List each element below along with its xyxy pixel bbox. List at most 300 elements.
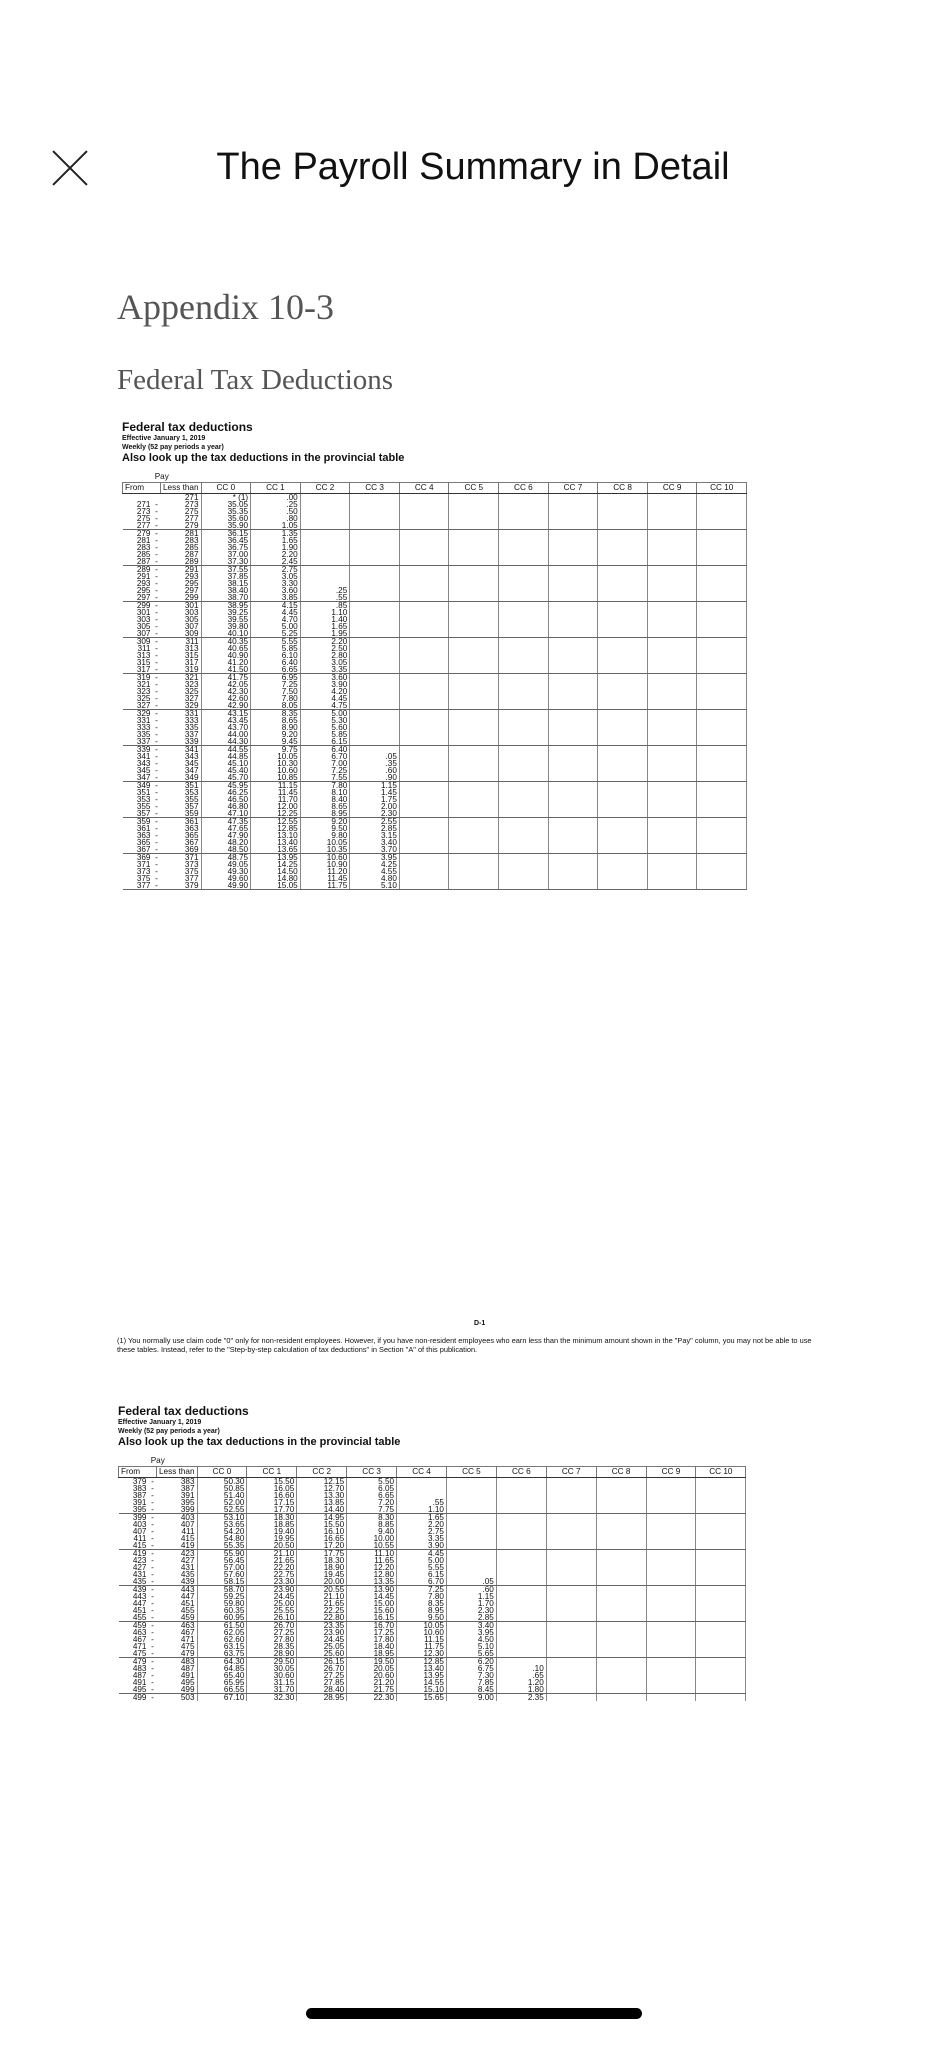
tax-value xyxy=(449,760,499,767)
tax-value xyxy=(598,832,648,839)
tax-value xyxy=(598,753,648,760)
tax-value xyxy=(350,573,400,580)
pay-less-than: 399 xyxy=(157,1506,198,1514)
tax-value: 14.25 xyxy=(251,861,301,868)
table-row xyxy=(123,587,747,594)
tax-value: 18.40 xyxy=(347,1643,397,1650)
tax-value xyxy=(350,522,400,530)
tax-value xyxy=(449,681,499,688)
pay-dash: - xyxy=(155,867,158,876)
tax-value xyxy=(697,609,747,616)
tax-value xyxy=(499,587,549,594)
pay-less-than: 301 xyxy=(184,601,199,610)
table-row xyxy=(123,882,747,890)
tax-value xyxy=(647,760,697,767)
tax-value: 64.85 xyxy=(197,1665,247,1672)
tax-value xyxy=(499,774,549,782)
tax-value: 2.50 xyxy=(300,645,350,652)
tax-value xyxy=(350,645,400,652)
tax-value xyxy=(647,702,697,710)
tax-value: 62.05 xyxy=(197,1629,247,1636)
tax-value: 6.65 xyxy=(347,1492,397,1499)
tax-value: 55.35 xyxy=(197,1542,247,1550)
tax-value xyxy=(548,616,598,623)
tax-value xyxy=(399,537,449,544)
pay-from: 291 xyxy=(136,572,151,581)
tax-value xyxy=(646,1679,696,1686)
tax-value: 8.10 xyxy=(300,789,350,796)
tax-value: 10.05 xyxy=(300,839,350,846)
column-header: CC 1 xyxy=(247,1467,297,1478)
table-row xyxy=(119,1694,746,1702)
tax-value xyxy=(446,1557,496,1564)
tax-value: .60 xyxy=(350,767,400,774)
pay-from: 307 xyxy=(123,630,153,638)
pay-from: 293 xyxy=(136,579,151,588)
pay-dash: - xyxy=(155,745,158,754)
tax-value: 13.65 xyxy=(251,846,301,854)
tax-value xyxy=(598,681,648,688)
tax-value: 16.60 xyxy=(247,1492,297,1499)
tax-value xyxy=(647,753,697,760)
pay-less-than: 281 xyxy=(184,529,199,538)
pay-from: 303 xyxy=(136,615,151,624)
tax-value: 2.20 xyxy=(397,1521,447,1528)
tax-value: 28.35 xyxy=(247,1643,297,1650)
pay-from: 305 xyxy=(136,622,151,631)
pay-dash: - xyxy=(149,1542,157,1550)
pay-dash: - xyxy=(155,860,158,869)
tax-value xyxy=(449,782,499,790)
pay-from: 435 xyxy=(119,1578,149,1586)
tax-value xyxy=(548,494,598,502)
pay-dash: - xyxy=(151,1491,154,1500)
tax-value xyxy=(499,515,549,522)
tax-value xyxy=(596,1665,646,1672)
tax-value: 26.15 xyxy=(297,1658,347,1666)
tax-value xyxy=(647,566,697,574)
effective-date: Effective January 1, 2019 xyxy=(118,1419,202,1426)
tax-value xyxy=(697,522,747,530)
pay-from: 359 xyxy=(136,817,151,826)
tax-value xyxy=(598,573,648,580)
tax-value xyxy=(596,1578,646,1586)
tax-value xyxy=(300,558,350,566)
tax-value xyxy=(350,494,400,502)
tax-value xyxy=(496,1593,546,1600)
tax-value: 9.45 xyxy=(251,738,301,746)
tax-value: 11.75 xyxy=(397,1643,447,1650)
pay-from: 355 xyxy=(136,802,151,811)
tax-value xyxy=(399,839,449,846)
tax-value xyxy=(548,854,598,862)
pay-from: 313 xyxy=(136,651,151,660)
tax-value xyxy=(548,666,598,674)
table-row xyxy=(123,875,747,882)
tax-value xyxy=(548,674,598,682)
table-row xyxy=(123,760,747,767)
tax-value: 37.00 xyxy=(201,551,251,558)
tax-value xyxy=(350,674,400,682)
tax-value xyxy=(499,551,549,558)
tax-value xyxy=(399,731,449,738)
tax-value xyxy=(596,1600,646,1607)
column-header: CC 0 xyxy=(201,483,251,494)
table-row xyxy=(123,522,747,530)
tax-value xyxy=(647,688,697,695)
tax-value xyxy=(647,818,697,826)
pay-from: 411 xyxy=(133,1534,147,1543)
pay-from: 399 xyxy=(132,1513,147,1522)
tax-value xyxy=(449,609,499,616)
tax-value: 2.55 xyxy=(350,818,400,826)
home-indicator[interactable] xyxy=(306,2008,642,2019)
tax-value xyxy=(399,666,449,674)
tax-value xyxy=(548,882,598,890)
tax-value xyxy=(647,558,697,566)
tax-value: 21.10 xyxy=(247,1550,297,1558)
tax-value: 48.20 xyxy=(201,839,251,846)
tax-value xyxy=(646,1593,696,1600)
tax-value xyxy=(546,1578,596,1586)
pay-from: 387 xyxy=(132,1491,147,1500)
tax-value xyxy=(496,1528,546,1535)
pay-label: Pay xyxy=(154,472,169,481)
tax-value xyxy=(499,544,549,551)
pay-dash: - xyxy=(151,1642,154,1651)
tax-value xyxy=(496,1506,546,1514)
tax-value xyxy=(596,1607,646,1614)
tax-value xyxy=(496,1550,546,1558)
tax-value: 7.25 xyxy=(251,681,301,688)
tax-value xyxy=(548,630,598,638)
pay-less-than: 323 xyxy=(184,680,199,689)
tax-value: 6.65 xyxy=(251,666,301,674)
tax-value xyxy=(598,688,648,695)
tax-value xyxy=(548,839,598,846)
tax-value xyxy=(499,767,549,774)
tax-value: 30.05 xyxy=(247,1665,297,1672)
tax-value xyxy=(596,1499,646,1506)
tax-value xyxy=(548,789,598,796)
tax-value xyxy=(449,659,499,666)
tax-value xyxy=(399,774,449,782)
tax-value xyxy=(300,551,350,558)
tax-value: 12.80 xyxy=(347,1571,397,1578)
tax-value xyxy=(696,1593,746,1600)
tax-value xyxy=(697,594,747,602)
tax-value xyxy=(399,674,449,682)
tax-value: 1.75 xyxy=(350,796,400,803)
tax-value xyxy=(399,717,449,724)
tax-value xyxy=(647,854,697,862)
pay-from: 331 xyxy=(136,716,151,725)
tax-value xyxy=(449,602,499,610)
tax-value: 6.75 xyxy=(446,1665,496,1672)
pay-from: 289 xyxy=(136,565,151,574)
tax-value xyxy=(697,839,747,846)
tax-value: 31.15 xyxy=(247,1679,297,1686)
tax-value: 61.50 xyxy=(197,1622,247,1630)
tax-value: 10.55 xyxy=(347,1542,397,1550)
tax-value: 4.45 xyxy=(300,695,350,702)
tax-value: 13.95 xyxy=(251,854,301,862)
pay-dash: - xyxy=(151,1693,154,1702)
tax-value xyxy=(646,1550,696,1558)
column-header: CC 2 xyxy=(297,1467,347,1478)
tax-value xyxy=(548,695,598,702)
tax-value xyxy=(449,695,499,702)
tax-value xyxy=(496,1485,546,1492)
pay-from: 365 xyxy=(136,838,151,847)
tax-value xyxy=(647,659,697,666)
tax-value: 7.80 xyxy=(300,782,350,790)
tax-value: 4.45 xyxy=(397,1550,447,1558)
pay-from: 319 xyxy=(136,673,151,682)
tax-value xyxy=(399,558,449,566)
tax-value: 13.95 xyxy=(397,1672,447,1679)
tax-value: 15.60 xyxy=(347,1607,397,1614)
tax-value xyxy=(499,558,549,566)
tax-value xyxy=(496,1492,546,1499)
tax-value xyxy=(546,1542,596,1550)
tax-value xyxy=(350,558,400,566)
pay-less-than: 341 xyxy=(184,745,199,754)
pay-from: 377 xyxy=(123,882,153,890)
pay-dash: - xyxy=(155,853,158,862)
tax-value: 9.50 xyxy=(300,825,350,832)
tax-value xyxy=(697,882,747,890)
tax-value: 39.55 xyxy=(201,616,251,623)
tax-value: 36.45 xyxy=(201,537,251,544)
tax-value xyxy=(350,630,400,638)
tax-value xyxy=(499,623,549,630)
tax-value: 51.40 xyxy=(197,1492,247,1499)
tax-value: 36.75 xyxy=(201,544,251,551)
tax-value xyxy=(596,1586,646,1594)
table-row xyxy=(119,1478,746,1486)
tax-value xyxy=(647,882,697,890)
table-row xyxy=(123,580,747,587)
tax-value: 8.45 xyxy=(446,1686,496,1694)
tax-value: 9.50 xyxy=(397,1614,447,1622)
tax-value: 6.15 xyxy=(397,1571,447,1578)
tax-value xyxy=(598,666,648,674)
tax-value xyxy=(697,782,747,790)
tax-value: 20.05 xyxy=(347,1665,397,1672)
tax-value xyxy=(696,1672,746,1679)
pay-from: 361 xyxy=(136,824,151,833)
tax-value xyxy=(647,825,697,832)
pay-less-than: 483 xyxy=(180,1657,195,1666)
tax-value xyxy=(546,1629,596,1636)
tax-value xyxy=(598,839,648,846)
tax-value xyxy=(449,508,499,515)
tax-value: 8.40 xyxy=(300,796,350,803)
tax-value xyxy=(399,530,449,538)
pay-less-than: 277 xyxy=(184,514,199,523)
less-than-label: Less than xyxy=(161,483,202,494)
tax-value: 31.70 xyxy=(247,1686,297,1694)
tax-value xyxy=(499,868,549,875)
table-row xyxy=(123,688,747,695)
pay-from: 467 xyxy=(132,1635,147,1644)
tax-value: 38.70 xyxy=(201,594,251,602)
tax-value xyxy=(697,710,747,718)
tax-value: 11.20 xyxy=(300,868,350,875)
tax-value xyxy=(548,825,598,832)
tax-value xyxy=(598,630,648,638)
tax-value: 56.45 xyxy=(197,1557,247,1564)
tax-value xyxy=(350,659,400,666)
tax-value: 40.65 xyxy=(201,645,251,652)
tax-value xyxy=(548,875,598,882)
footnote: (1) You normally use claim code "0" only for non-resident employees. However, if you have non-resident employees who earn less than the minimum amount shown in the "Pay" column, you may not be able to use these tables. Instead, refer to the "Step-by-step calculation of tax deductions" in Section "A" of this publication. xyxy=(117,1336,812,1354)
tax-value xyxy=(546,1607,596,1614)
pay-less-than: 373 xyxy=(184,860,199,869)
pay-dash: - xyxy=(155,795,158,804)
tax-value: 22.25 xyxy=(297,1607,347,1614)
table-row xyxy=(123,868,747,875)
tax-value: 11.65 xyxy=(347,1557,397,1564)
pay-from: 407 xyxy=(132,1527,147,1536)
tax-value xyxy=(449,724,499,731)
pay-dash: - xyxy=(151,1671,154,1680)
tax-value: 3.05 xyxy=(251,573,301,580)
table-row xyxy=(123,573,747,580)
tax-value: 11.70 xyxy=(251,796,301,803)
tax-value: 43.70 xyxy=(201,724,251,731)
pay-dash: - xyxy=(155,543,158,552)
tax-value xyxy=(697,796,747,803)
tax-value xyxy=(548,652,598,659)
tax-value xyxy=(449,587,499,594)
pay-dash: - xyxy=(151,1678,154,1687)
tax-value: 38.95 xyxy=(201,602,251,610)
tax-value xyxy=(646,1658,696,1666)
tax-value xyxy=(399,710,449,718)
tax-value: 6.20 xyxy=(446,1658,496,1666)
tax-value: 8.65 xyxy=(251,717,301,724)
tax-value xyxy=(449,818,499,826)
pay-less-than: 357 xyxy=(184,802,199,811)
tax-value: 10.60 xyxy=(397,1629,447,1636)
table-row xyxy=(123,839,747,846)
tax-value xyxy=(499,818,549,826)
tax-value xyxy=(449,544,499,551)
tax-value xyxy=(499,695,549,702)
pay-less-than: 407 xyxy=(180,1520,195,1529)
tax-value xyxy=(696,1643,746,1650)
tax-value: 2.45 xyxy=(251,558,301,566)
tax-value: 5.00 xyxy=(397,1557,447,1564)
pay-less-than: 475 xyxy=(180,1642,195,1651)
tax-value xyxy=(350,731,400,738)
pay-dash: - xyxy=(155,586,158,595)
tax-value: .50 xyxy=(251,508,301,515)
tax-value xyxy=(646,1672,696,1679)
tax-value xyxy=(499,609,549,616)
tax-value xyxy=(697,616,747,623)
pay-dash: - xyxy=(155,781,158,790)
pay-less-than: 403 xyxy=(180,1513,195,1522)
tax-value xyxy=(696,1665,746,1672)
tax-value: 46.80 xyxy=(201,803,251,810)
tax-value xyxy=(350,710,400,718)
tax-value xyxy=(548,587,598,594)
pay-from: 375 xyxy=(136,874,151,883)
tax-value xyxy=(598,508,648,515)
pay-less-than: 391 xyxy=(180,1491,195,1500)
pay-less-than: 333 xyxy=(184,716,199,725)
pay-dash: - xyxy=(155,709,158,718)
pay-dash: - xyxy=(155,802,158,811)
tax-value xyxy=(546,1636,596,1643)
tax-value xyxy=(596,1571,646,1578)
pay-less-than: 317 xyxy=(184,658,199,667)
tax-value: 7.85 xyxy=(446,1679,496,1686)
tax-value: 2.35 xyxy=(496,1694,546,1702)
tax-value xyxy=(647,861,697,868)
tax-value xyxy=(399,494,449,502)
pay-dash: - xyxy=(155,716,158,725)
tax-value: 15.50 xyxy=(297,1521,347,1528)
tax-value xyxy=(598,695,648,702)
tax-value xyxy=(697,638,747,646)
tax-value xyxy=(598,854,648,862)
tax-value: 24.45 xyxy=(247,1593,297,1600)
tax-value: 1.10 xyxy=(300,609,350,616)
pay-less-than: 285 xyxy=(184,543,199,552)
tax-value: 37.30 xyxy=(201,558,251,566)
tax-value: 13.40 xyxy=(397,1665,447,1672)
tax-value xyxy=(696,1535,746,1542)
tax-value xyxy=(646,1665,696,1672)
tax-value: 6.70 xyxy=(300,753,350,760)
tax-value: 5.00 xyxy=(251,623,301,630)
tax-value xyxy=(546,1679,596,1686)
tax-value: 47.65 xyxy=(201,825,251,832)
pay-dash: - xyxy=(151,1621,154,1630)
tax-value xyxy=(499,573,549,580)
tax-value xyxy=(646,1586,696,1594)
table-row xyxy=(123,767,747,774)
tax-value xyxy=(449,767,499,774)
pay-less-than: 395 xyxy=(180,1498,195,1507)
tax-value: 53.10 xyxy=(197,1514,247,1522)
tax-value xyxy=(399,551,449,558)
tax-value xyxy=(646,1492,696,1499)
pay-less-than: 367 xyxy=(184,838,199,847)
tax-value: 13.10 xyxy=(251,832,301,839)
tax-value xyxy=(350,738,400,746)
tax-value: 54.20 xyxy=(197,1528,247,1535)
tax-value xyxy=(499,602,549,610)
tax-value xyxy=(496,1600,546,1607)
tax-value xyxy=(449,494,499,502)
tax-value: 42.05 xyxy=(201,681,251,688)
tax-value xyxy=(499,796,549,803)
tax-value xyxy=(596,1650,646,1658)
table-row xyxy=(123,566,747,574)
tax-value xyxy=(300,544,350,551)
tax-value xyxy=(646,1614,696,1622)
tax-value xyxy=(548,659,598,666)
tax-value xyxy=(646,1607,696,1614)
pay-dash: - xyxy=(155,550,158,559)
tax-value: 5.85 xyxy=(300,731,350,738)
pay-from: 317 xyxy=(123,666,153,674)
